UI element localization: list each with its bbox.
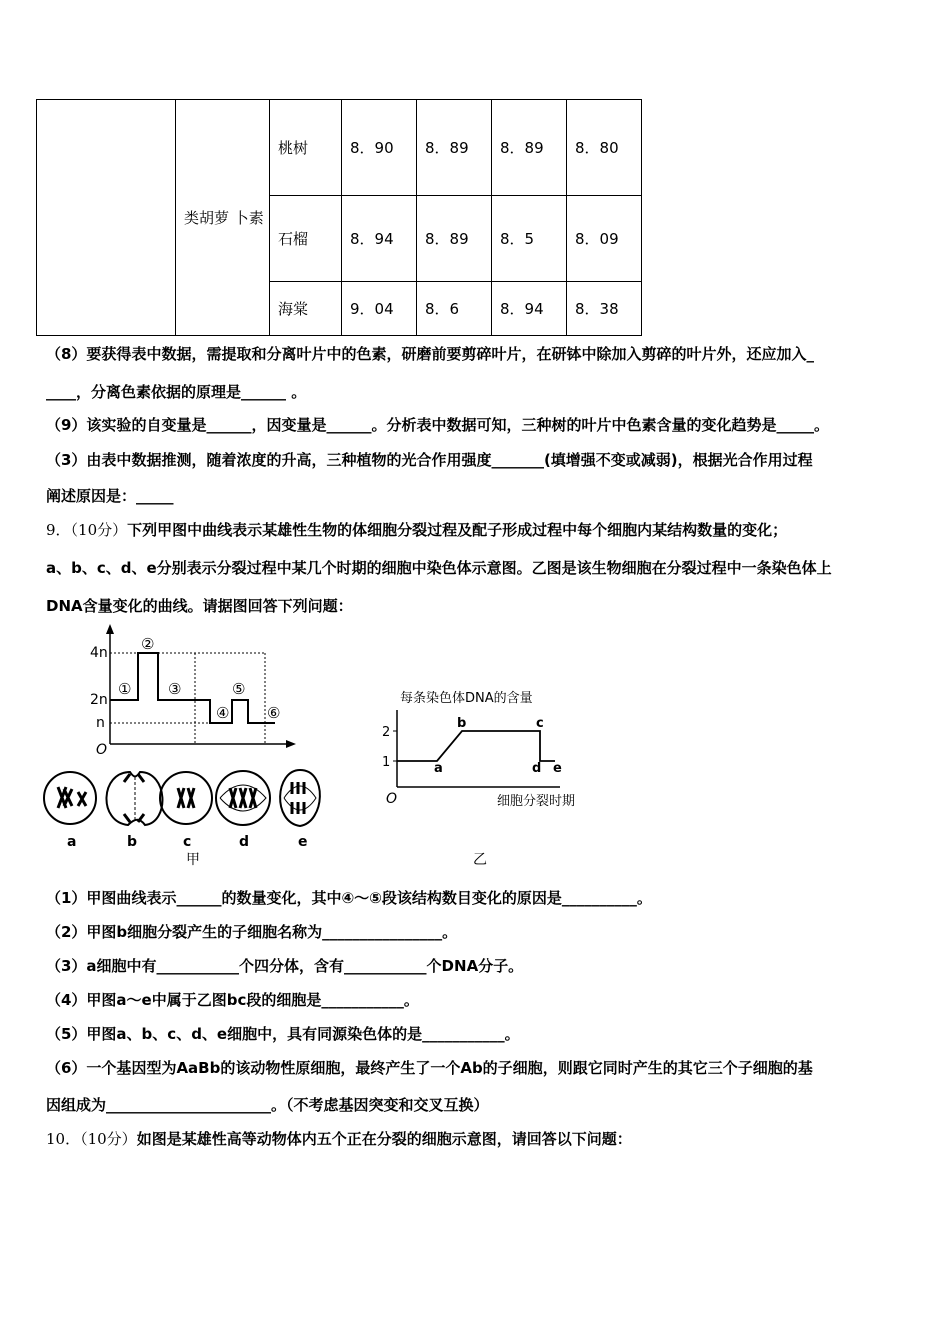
q9-intro-line-3: DNA含量变化的曲线。请据图回答下列问题：	[46, 597, 353, 615]
value-cell: 8．5	[492, 196, 567, 282]
cell-d-label: d	[239, 834, 250, 850]
q9-number: 9．（10分）	[46, 521, 128, 539]
yi-point-a: a	[434, 761, 443, 776]
y-label-n: n	[96, 715, 105, 731]
q9-sub-3: （3）a细胞中有___________个四分体，含有___________个DNA分子。	[46, 957, 524, 975]
value-cell: 8．38	[567, 282, 642, 336]
figure-jia-caption: 甲	[186, 852, 200, 868]
yi-point-d: d	[532, 761, 542, 776]
value-cell: 8．90	[342, 100, 417, 196]
y-label-4n: 4n	[90, 645, 108, 661]
segment-4-label: ④	[216, 704, 230, 722]
value-cell: 8．6	[417, 282, 492, 336]
segment-2-label: ②	[141, 635, 155, 653]
q9-sub-2: （2）甲图b细胞分裂产生的子细胞名称为________________。	[46, 923, 458, 941]
q9-intro-text: 下列甲图中曲线表示某雄性生物的体细胞分裂过程及配子形成过程中每个细胞内某结构数量的变化；	[127, 521, 788, 539]
value-cell: 8．94	[342, 196, 417, 282]
q9-sub-6-cont: 因组成为______________________。（不考虑基因突变和交叉互换）	[46, 1096, 489, 1114]
value-cell: 8．89	[492, 100, 567, 196]
segment-5-label: ⑤	[232, 680, 246, 698]
tree-name: 海棠	[270, 282, 342, 336]
q3-sub-line-2: 阐述原因是：_____	[46, 487, 174, 505]
q9-sub-4: （4）甲图a～e中属于乙图bc段的细胞是___________。	[46, 991, 419, 1009]
segment-6-label: ⑥	[267, 704, 281, 722]
table-blank-cell	[37, 100, 176, 336]
cell-c-drawing	[160, 772, 212, 824]
yi-origin: O	[386, 791, 398, 807]
figure-yi-title: 每条染色体DNA的含量	[400, 691, 533, 706]
q9-sub-6: （6）一个基因型为AaBb的该动物性原细胞，最终产生了一个Ab的子细胞，则跟它同时产生的其它三个子细胞的基	[46, 1059, 813, 1077]
yi-point-b: b	[457, 716, 467, 731]
q9-sub-5: （5）甲图a、b、c、d、e细胞中，具有同源染色体的是___________。	[46, 1025, 520, 1043]
value-cell: 8．89	[417, 100, 492, 196]
cell-c-label: c	[183, 834, 192, 850]
yi-y-label-2: 2	[382, 725, 391, 740]
q9-intro-line-2: a、b、c、d、e分别表示分裂过程中某几个时期的细胞中染色体示意图。乙图是该生物细胞在分裂过程中一条染色体上	[46, 559, 832, 577]
value-cell: 8．94	[492, 282, 567, 336]
value-cell: 8．80	[567, 100, 642, 196]
yi-y-label-1: 1	[382, 755, 391, 770]
figure-yi-caption: 乙	[473, 852, 487, 868]
q9-intro-line-1	[46, 519, 787, 540]
cell-e-label: e	[298, 834, 308, 850]
cell-d-drawing	[216, 771, 270, 825]
value-cell: 8．89	[417, 196, 492, 282]
yi-xlabel: 细胞分裂时期	[497, 794, 576, 809]
q9-sub-1: （1）甲图曲线表示______的数量变化，其中④～⑤段该结构数目变化的原因是__________。	[46, 889, 652, 907]
yi-point-e: e	[553, 761, 562, 776]
q10-number: 10．（10分）	[46, 1130, 137, 1148]
q10-line	[46, 1128, 632, 1149]
tree-name: 桃树	[270, 100, 342, 196]
q9-sub-line: （9）该实验的自变量是______，因变量是______。分析表中数据可知，三种树的叶片中色素含量的变化趋势是_____。	[46, 416, 829, 434]
y-label-2n: 2n	[90, 692, 108, 708]
pigment-table	[36, 99, 642, 336]
figure-jia	[40, 622, 340, 872]
figure-yi	[375, 672, 605, 872]
cell-b-label: b	[127, 834, 138, 850]
value-cell: 8．09	[567, 196, 642, 282]
category-cell: 类胡萝 卜素	[176, 100, 270, 336]
cell-a-drawing	[44, 772, 96, 824]
cell-a-label: a	[67, 834, 77, 850]
value-cell: 9．04	[342, 282, 417, 336]
q8-line-2: ____，分离色素依据的原理是______ 。	[46, 383, 307, 401]
q8-line-1: （8）要获得表中数据，需提取和分离叶片中的色素，研磨前要剪碎叶片，在研钵中除加入剪碎的叶片外，还应加入_	[46, 345, 814, 363]
yi-point-c: c	[536, 716, 544, 731]
q3-sub-line: （3）由表中数据推测，随着浓度的升高，三种植物的光合作用强度_______(填增强不变或减弱)，根据光合作用过程	[46, 451, 813, 469]
cell-b-drawing	[106, 772, 162, 825]
tree-name: 石榴	[270, 196, 342, 282]
segment-1-label: ①	[118, 680, 132, 698]
cell-e-drawing	[280, 770, 320, 826]
origin-label: O	[96, 742, 108, 758]
q10-text: 如图是某雄性高等动物体内五个正在分裂的细胞示意图，请回答以下问题：	[136, 1130, 632, 1148]
segment-3-label: ③	[168, 680, 182, 698]
